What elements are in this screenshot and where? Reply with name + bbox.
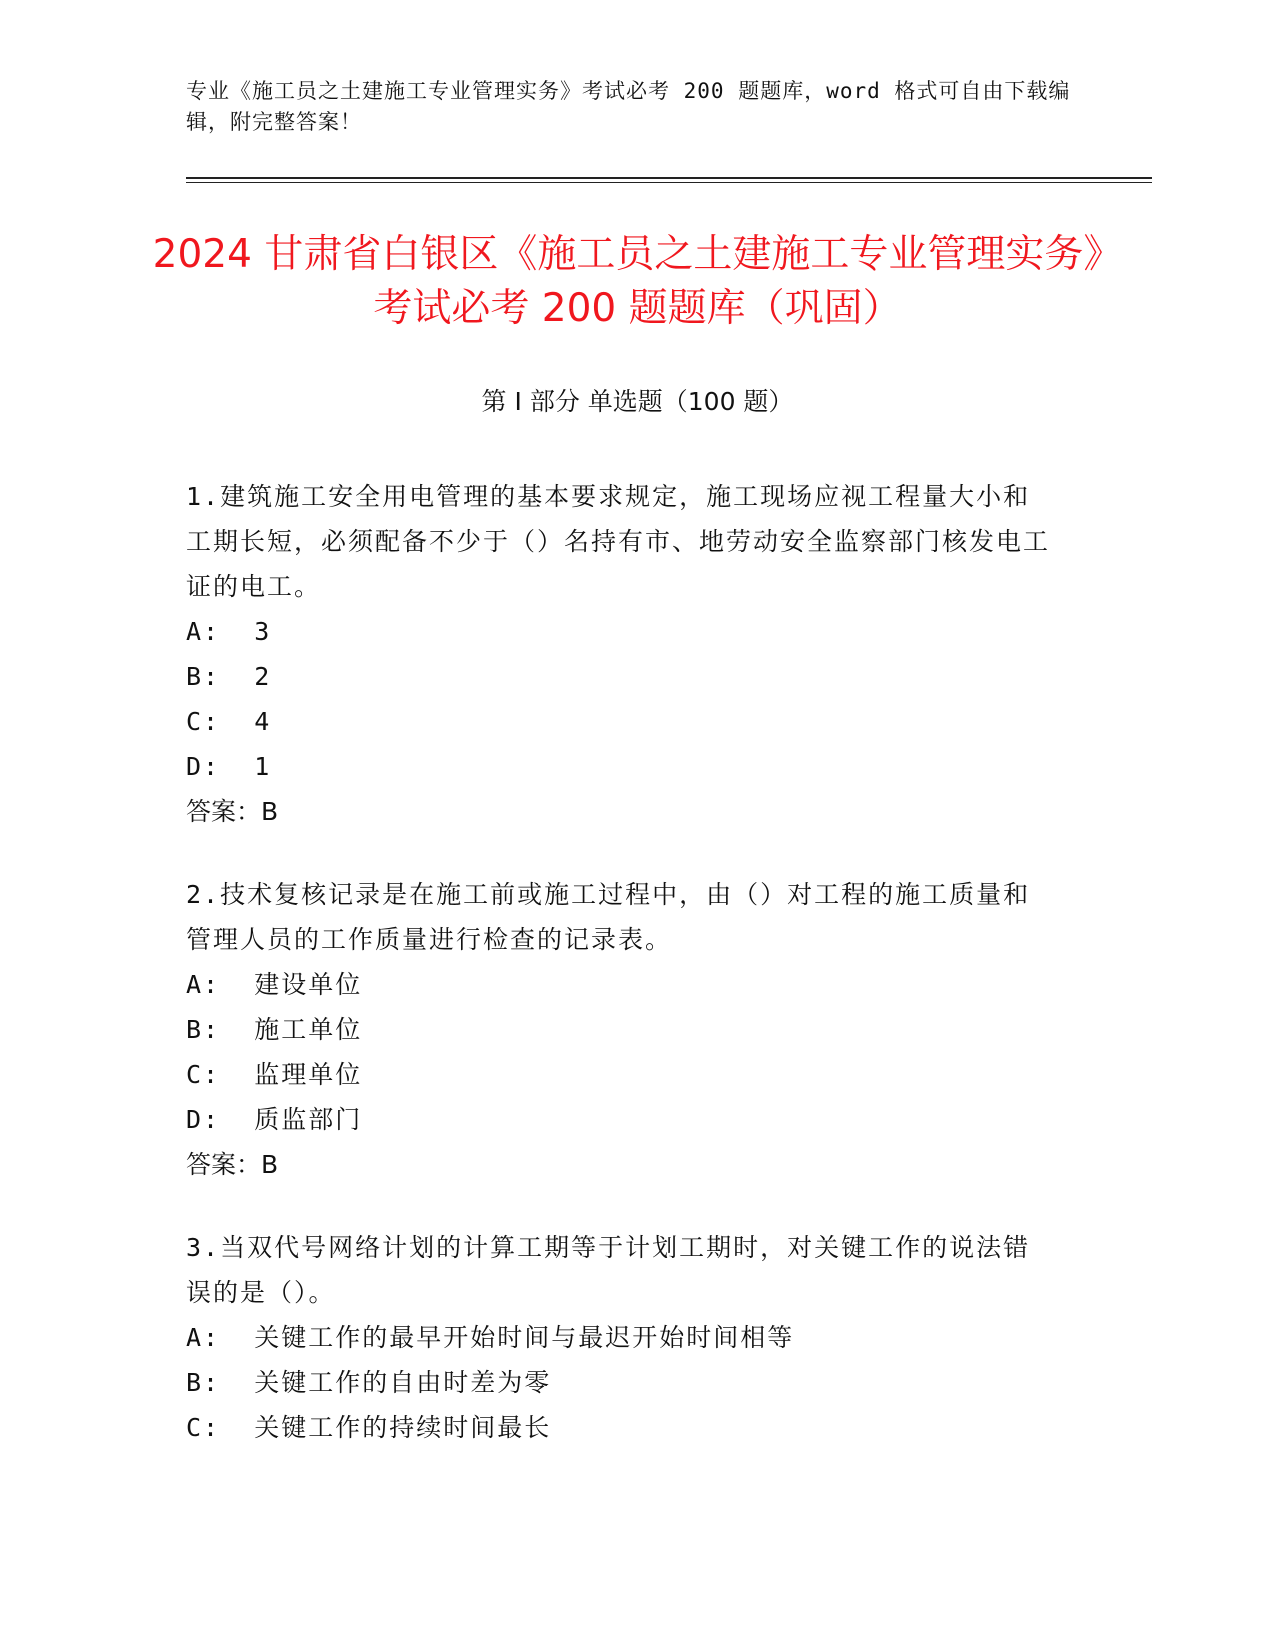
document-title: 2024 甘肃省白银区《施工员之土建施工专业管理实务》考试必考 200 题题库（巩固） bbox=[152, 232, 1123, 331]
header-divider-thick bbox=[186, 177, 1152, 179]
header-note: 专业《施工员之土建施工专业管理实务》考试必考 200 题题库，word 格式可自由下载编辑，附完整答案！ bbox=[186, 79, 1071, 134]
question-1 bbox=[186, 474, 1056, 834]
option-b: B: 施工单位 bbox=[186, 1015, 363, 1044]
option-c: C: 关键工作的持续时间最长 bbox=[186, 1413, 552, 1442]
option-c: C: 4 bbox=[186, 707, 272, 736]
option-b: B: 关键工作的自由时差为零 bbox=[186, 1368, 552, 1397]
option-a: A: 建设单位 bbox=[186, 970, 363, 999]
option-a: A: 3 bbox=[186, 617, 272, 646]
question-3 bbox=[186, 1225, 1056, 1450]
answer: 答案：B bbox=[186, 1150, 279, 1179]
option-a: A: 关键工作的最早开始时间与最迟开始时间相等 bbox=[186, 1323, 795, 1352]
question-text: 1.建筑施工安全用电管理的基本要求规定，施工现场应视工程量大小和工期长短，必须配备不少于（）名持有市、地劳动安全监察部门核发电工证的电工。 bbox=[186, 482, 1051, 601]
question-text: 3.当双代号网络计划的计算工期等于计划工期时，对关键工作的说法错误的是（）。 bbox=[186, 1233, 1031, 1307]
section-title: 第 I 部分 单选题（100 题） bbox=[481, 387, 794, 416]
question-list bbox=[186, 474, 1056, 1488]
question-text: 2.技术复核记录是在施工前或施工过程中，由（）对工程的施工质量和管理人员的工作质量进行检查的记录表。 bbox=[186, 880, 1031, 954]
question-2 bbox=[186, 872, 1056, 1187]
option-c: C: 监理单位 bbox=[186, 1060, 363, 1089]
option-b: B: 2 bbox=[186, 662, 272, 691]
option-d: D: 1 bbox=[186, 752, 272, 781]
answer: 答案：B bbox=[186, 797, 279, 826]
option-d: D: 质监部门 bbox=[186, 1105, 363, 1134]
header-divider-thin bbox=[186, 182, 1152, 183]
